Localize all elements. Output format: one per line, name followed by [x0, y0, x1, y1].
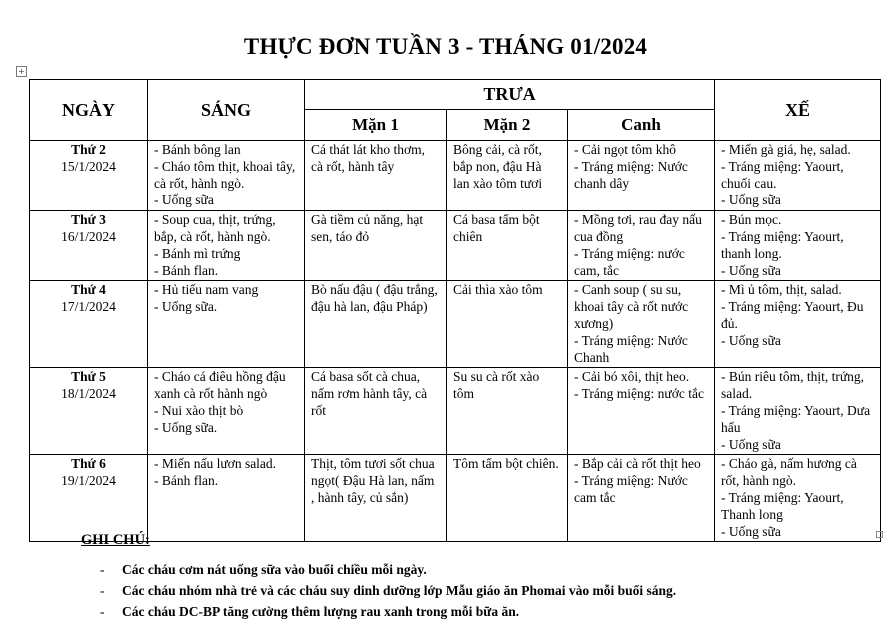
- table-resize-handle[interactable]: [876, 531, 883, 538]
- afternoon-cell: [715, 141, 881, 211]
- breakfast-item: - Bánh bông lan: [154, 142, 241, 157]
- afternoon-item: - Bún mọc.: [721, 212, 782, 228]
- lunch-main1-text: Thịt, tôm tươi sốt chua ngọt( Đậu Hà lan, nấm , hành tây, củ sắn): [311, 456, 435, 505]
- afternoon-item: - Tráng miệng: Yaourt, Thanh long: [721, 489, 844, 522]
- page-title: THỰC ĐƠN TUẦN 3 - THÁNG 01/2024: [243, 34, 648, 59]
- menu-body: [30, 141, 881, 542]
- table-row: [30, 281, 881, 368]
- lunch-main2-text: Bông cải, cà rốt, bắp non, đậu Hà lan xào tôm tươi: [453, 142, 543, 191]
- day-cell: [30, 141, 148, 211]
- soup-cell: [568, 141, 715, 211]
- day-name: Thứ 2: [71, 142, 106, 157]
- lunch-main1-cell: [305, 141, 447, 211]
- soup-item: - Mồng tơi, rau đay nấu cua đồng: [574, 212, 702, 244]
- lunch-main2-cell: [447, 281, 568, 368]
- table-row: [30, 211, 881, 281]
- header-canh: Canh: [568, 110, 715, 141]
- afternoon-item: - Uống sữa: [721, 262, 781, 278]
- lunch-main1-cell: [305, 368, 447, 455]
- day-cell: [30, 455, 148, 542]
- soup-item: - Tráng miệng: nước tắc: [574, 386, 704, 402]
- header-man1: Mặn 1: [305, 110, 447, 141]
- soup-item: - Canh soup ( su su, khoai tây cà rốt nước xương): [574, 282, 689, 331]
- note-text: Các cháu cơm nát uống sữa vào buổi chiều mỗi ngày.: [122, 562, 427, 577]
- note-text: Các cháu nhóm nhà trẻ và các cháu suy dinh dưỡng lớp Mẫu giáo ăn Phomai vào mỗi buổi sáng.: [122, 583, 677, 598]
- day-name: Thứ 3: [71, 212, 106, 228]
- soup-item: - Tráng miệng: Nước cam tắc: [574, 473, 688, 505]
- breakfast-item: - Uống sữa.: [154, 299, 218, 315]
- menu-table: [29, 79, 881, 542]
- note-bullet: -: [100, 562, 105, 577]
- afternoon-item: - Uống sữa: [721, 332, 781, 348]
- breakfast-item: - Hủ tiếu nam vang: [154, 282, 259, 298]
- table-row: [30, 141, 881, 211]
- header-trua: TRƯA: [305, 80, 715, 110]
- breakfast-cell: [148, 211, 305, 281]
- table-row: [30, 368, 881, 455]
- notes-heading: GHI CHÚ:: [81, 532, 150, 548]
- header-sang: SÁNG: [148, 80, 305, 141]
- soup-cell: [568, 455, 715, 542]
- afternoon-item: - Uống sữa: [721, 436, 781, 452]
- afternoon-item: - Tráng miệng: Yaourt, chuối cau.: [721, 158, 844, 191]
- lunch-main1-text: Cá basa sốt cà chua, nấm rơm hành tây, cà rốt: [311, 369, 428, 418]
- afternoon-item: - Mì ủ tôm, thịt, salad.: [721, 282, 842, 298]
- breakfast-item: - Cháo cá điêu hồng đậu xanh cà rốt hành ngò: [154, 369, 286, 402]
- breakfast-item: - Soup cua, thịt, trứng, bắp, cà rốt, hành ngò.: [154, 212, 276, 244]
- soup-cell: [568, 281, 715, 368]
- lunch-main1-cell: [305, 455, 447, 542]
- afternoon-item: - Tráng miệng: Yaourt, thanh long.: [721, 228, 844, 261]
- breakfast-item: - Cháo tôm thịt, khoai tây, cà rốt, hành ngò.: [154, 158, 296, 191]
- soup-cell: [568, 368, 715, 455]
- afternoon-cell: [715, 455, 881, 542]
- breakfast-item: - Bánh flan.: [154, 262, 219, 278]
- soup-item: - Cải ngọt tôm khô: [574, 142, 676, 157]
- note-item: [100, 603, 676, 624]
- afternoon-item: - Cháo gà, nấm hương cà rốt, hành ngò.: [721, 456, 857, 489]
- lunch-main2-cell: [447, 211, 568, 281]
- afternoon-item: - Uống sữa: [721, 523, 781, 539]
- day-name: Thứ 5: [71, 369, 106, 385]
- breakfast-item: - Bánh mì trứng: [154, 245, 241, 261]
- day-name: Thứ 4: [71, 282, 106, 298]
- day-cell: [30, 211, 148, 281]
- lunch-main2-cell: [447, 455, 568, 542]
- note-text: Các cháu DC-BP tăng cường thêm lượng rau xanh trong mỗi bữa ăn.: [122, 604, 520, 619]
- soup-item: - Bắp cải cà rốt thịt heo: [574, 456, 701, 472]
- day-date: 15/1/2024: [61, 158, 116, 174]
- afternoon-item: - Miến gà giá, hẹ, salad.: [721, 142, 851, 157]
- header-xe: XẾ: [715, 80, 881, 141]
- soup-cell: [568, 211, 715, 281]
- note-bullet: -: [100, 583, 105, 598]
- notes-list: [100, 561, 676, 624]
- day-date: 17/1/2024: [61, 299, 116, 315]
- lunch-main1-text: Bò nấu đậu ( đậu trắng, đậu hà lan, đậu Pháp): [311, 282, 438, 315]
- breakfast-item: - Bánh flan.: [154, 473, 219, 489]
- soup-item: - Tráng miệng: nước cam, tắc: [574, 245, 685, 278]
- breakfast-item: - Uống sữa.: [154, 419, 218, 435]
- afternoon-cell: [715, 211, 881, 281]
- lunch-main2-text: Su su cà rốt xào tôm: [453, 369, 540, 402]
- day-cell: [30, 368, 148, 455]
- lunch-main2-text: Cá basa tẩm bột chiên: [453, 212, 540, 244]
- afternoon-item: - Tráng miệng: Yaourt, Đu đủ.: [721, 299, 864, 331]
- afternoon-item: - Uống sữa: [721, 192, 781, 208]
- breakfast-item: - Uống sữa: [154, 192, 214, 208]
- note-item: [100, 582, 676, 603]
- soup-item: - Tráng miệng: Nước Chanh: [574, 332, 688, 365]
- day-date: 16/1/2024: [61, 228, 116, 244]
- day-name: Thứ 6: [71, 456, 106, 472]
- note-item: [100, 561, 676, 582]
- lunch-main1-cell: [305, 211, 447, 281]
- lunch-main1-cell: [305, 281, 447, 368]
- day-cell: [30, 281, 148, 368]
- afternoon-cell: [715, 281, 881, 368]
- afternoon-item: - Tráng miệng: Yaourt, Dưa hấu: [721, 402, 871, 435]
- lunch-main1-text: Cá thát lát kho thơm, cà rốt, hành tây: [311, 142, 425, 174]
- lunch-main2-text: Cải thìa xào tôm: [453, 282, 543, 298]
- day-date: 18/1/2024: [61, 386, 116, 402]
- day-date: 19/1/2024: [61, 473, 116, 489]
- soup-item: - Tráng miệng: Nước chanh dây: [574, 158, 688, 191]
- breakfast-cell: [148, 141, 305, 211]
- breakfast-cell: [148, 455, 305, 542]
- breakfast-cell: [148, 368, 305, 455]
- lunch-main2-cell: [447, 141, 568, 211]
- header-man2: Mặn 2: [447, 110, 568, 141]
- lunch-main2-text: Tôm tẩm bột chiên.: [453, 456, 559, 472]
- breakfast-cell: [148, 281, 305, 368]
- lunch-main1-text: Gà tiềm củ năng, hạt sen, táo đỏ: [311, 212, 424, 244]
- breakfast-item: - Nui xào thịt bò: [154, 402, 244, 418]
- soup-item: - Cải bó xôi, thịt heo.: [574, 369, 690, 385]
- table-move-handle-icon[interactable]: +: [16, 66, 27, 77]
- afternoon-item: - Bún riêu tôm, thịt, trứng, salad.: [721, 369, 865, 402]
- header-ngay: NGÀY: [30, 80, 148, 141]
- note-bullet: -: [100, 604, 105, 619]
- lunch-main2-cell: [447, 368, 568, 455]
- breakfast-item: - Miến nấu lươn salad.: [154, 456, 277, 472]
- table-row: [30, 455, 881, 542]
- afternoon-cell: [715, 368, 881, 455]
